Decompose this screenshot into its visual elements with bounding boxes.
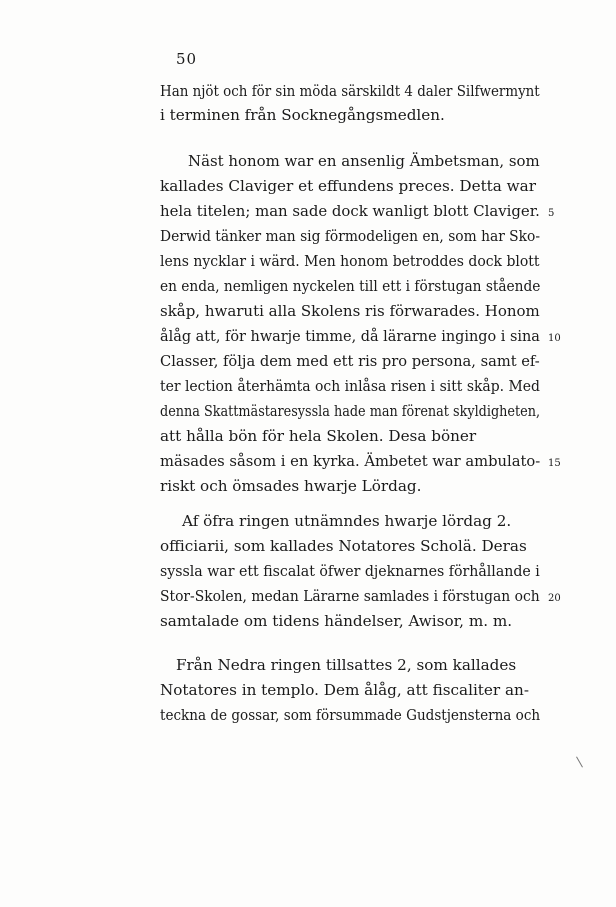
text-line: kallades Claviger et effundens preces. Detta war	[160, 177, 536, 195]
text-line: Classer, följa dem med ett ris pro persona, samt ef-	[160, 352, 540, 370]
text-line: Af öfra ringen utnämndes hwarje lördag 2.	[182, 512, 512, 530]
text-line: Han njöt och för sin möda särskildt 4 daler Silfwermynt	[160, 82, 540, 100]
text-line: ter lection återhämta och inlåsa risen i sitt skåp. Med	[160, 377, 540, 395]
text-line: skåp, hwaruti alla Skolens ris förwarades. Honom	[160, 302, 540, 320]
text-line: syssla war ett fiscalat öfwer djeknarnes förhållande i	[160, 562, 540, 580]
line-number-20: 20	[548, 593, 561, 604]
text-line: officiarii, som kallades Notatores Scholä. Deras	[160, 537, 527, 555]
text-line: teckna de gossar, som försummade Gudstjensterna och	[160, 706, 541, 724]
text-line: att hålla bön för hela Skolen. Desa böner	[160, 427, 477, 445]
text-line: ålåg att, för hwarje timme, då lärarne ingingo i sina	[160, 327, 540, 345]
scan-mark	[576, 757, 583, 768]
text-line: Från Nedra ringen tillsattes 2, som kallades	[176, 656, 517, 674]
text-line: en enda, nemligen nyckelen till ett i förstugan stående	[160, 277, 541, 295]
line-number-5: 5	[548, 208, 555, 219]
text-line: riskt och ömsades hwarje Lördag.	[160, 477, 422, 495]
text-line: Näst honom war en ansenlig Ämbetsman, som	[188, 152, 540, 170]
text-line: lens nycklar i wärd. Men honom betroddes dock blott	[160, 252, 540, 270]
line-number-15: 15	[548, 458, 561, 469]
text-line: denna Skattmästaresyssla hade man förenat skyldigheten,	[160, 402, 541, 420]
text-line: mäsades såsom i en kyrka. Ämbetet war ambulato-	[160, 452, 541, 470]
text-line: Stor-Skolen, medan Lärarne samlades i förstugan och	[160, 587, 540, 605]
text-line: samtalade om tidens händelser, Awisor, m. m.	[160, 612, 513, 630]
text-line: Derwid tänker man sig förmodeligen en, som har Sko-	[160, 227, 540, 245]
text-line: hela titelen; man sade dock wanligt blott Claviger.	[160, 202, 540, 220]
text-line: i terminen från Socknegångsmedlen.	[160, 106, 445, 124]
text-line: Notatores in templo. Dem ålåg, att fiscaliter an-	[160, 681, 529, 699]
line-number-10: 10	[548, 333, 561, 344]
page-number: 50	[176, 50, 198, 68]
